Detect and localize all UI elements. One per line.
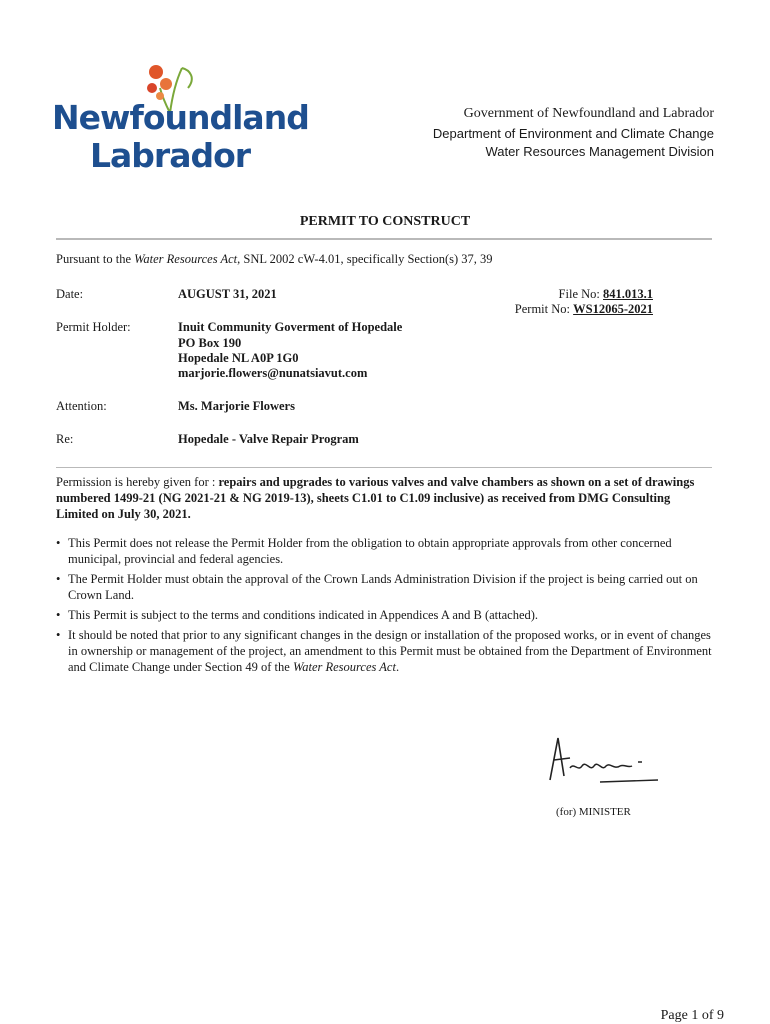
condition-item	[56, 607, 712, 623]
condition-item	[56, 535, 712, 567]
file-label: File No:	[558, 287, 603, 301]
condition-text: This Permit does not release the Permit Holder from the obligation to obtain appropriate approvals from other concerned municipal, provincial and federal agencies.	[68, 536, 672, 566]
page-title: PERMIT TO CONSTRUCT	[299, 214, 471, 229]
header-department: Department of Environment and Climate Change	[432, 126, 714, 141]
page-number: Page 1 of 9	[660, 1008, 724, 1023]
header-government: Government of Newfoundland and Labrador	[463, 106, 714, 121]
newfoundland-labrador-logo	[52, 58, 309, 178]
permit-holder-address-line2: Hopedale NL A0P 1G0	[178, 351, 299, 365]
title-divider	[56, 238, 712, 240]
date-label: Date:	[56, 287, 84, 301]
permit-number	[515, 301, 653, 317]
permission-prefix: Permission is hereby given for :	[56, 475, 219, 489]
date-value: AUGUST 31, 2021	[178, 287, 277, 301]
re-value: Hopedale - Valve Repair Program	[178, 432, 359, 446]
logo-text-labrador: Labrador	[90, 136, 251, 175]
file-number	[559, 286, 653, 302]
permission-body: repairs and upgrades to various valves and valve chambers as shown on a set of drawings numbered 1499-21 (NG 2021-21 & NG 2019-13), sheets C1.01 to C1.09 inclusive) as received from DMG Consulting Limited on July 30, 2021.	[56, 475, 695, 521]
header-division: Water Resources Management Division	[485, 144, 714, 159]
minister-signature	[540, 732, 670, 792]
condition-item	[56, 627, 712, 675]
permit-no-label: Permit No:	[514, 302, 574, 316]
pursuant-act: Water Resources Act	[134, 252, 238, 266]
permission-paragraph	[56, 474, 712, 522]
condition-text: This Permit is subject to the terms and conditions indicated in Appendices A and B (attached).	[68, 608, 539, 622]
condition-suffix: .	[395, 660, 400, 674]
logo-text-newfoundland: Newfoundland	[52, 98, 309, 137]
file-value: 841.013.1	[603, 287, 653, 301]
permit-holder-label: Permit Holder:	[56, 320, 131, 334]
condition-act: Water Resources Act	[292, 660, 396, 674]
pursuant-suffix: , SNL 2002 cW-4.01, specifically Section(s) 37, 39	[237, 252, 493, 266]
permit-holder-email: marjorie.flowers@nunatsiavut.com	[178, 366, 368, 380]
attention-value: Ms. Marjorie Flowers	[178, 399, 295, 413]
condition-text: The Permit Holder must obtain the approval of the Crown Lands Administration Division if the project is being carried out on Crown Land.	[68, 572, 698, 602]
signature-caption: (for) MINISTER	[556, 806, 631, 818]
permit-no-value: WS12065-2021	[573, 302, 653, 316]
condition-item	[56, 571, 712, 603]
re-label: Re:	[56, 432, 74, 446]
conditions-list	[56, 535, 712, 679]
permit-holder-name: Inuit Community Goverment of Hopedale	[178, 320, 403, 334]
section-divider	[56, 467, 712, 468]
pursuant-line	[56, 251, 493, 267]
condition-text: It should be noted that prior to any significant changes in the design or installation of the proposed works, or in event of changes in ownership or management of the project, an amendment to this Permit must be obtained from the Department of Environment and Climate Change under Section 49 of the	[68, 628, 712, 674]
permit-holder-address-line1: PO Box 190	[178, 336, 242, 350]
attention-label: Attention:	[56, 399, 107, 413]
pursuant-prefix: Pursuant to the	[56, 252, 135, 266]
